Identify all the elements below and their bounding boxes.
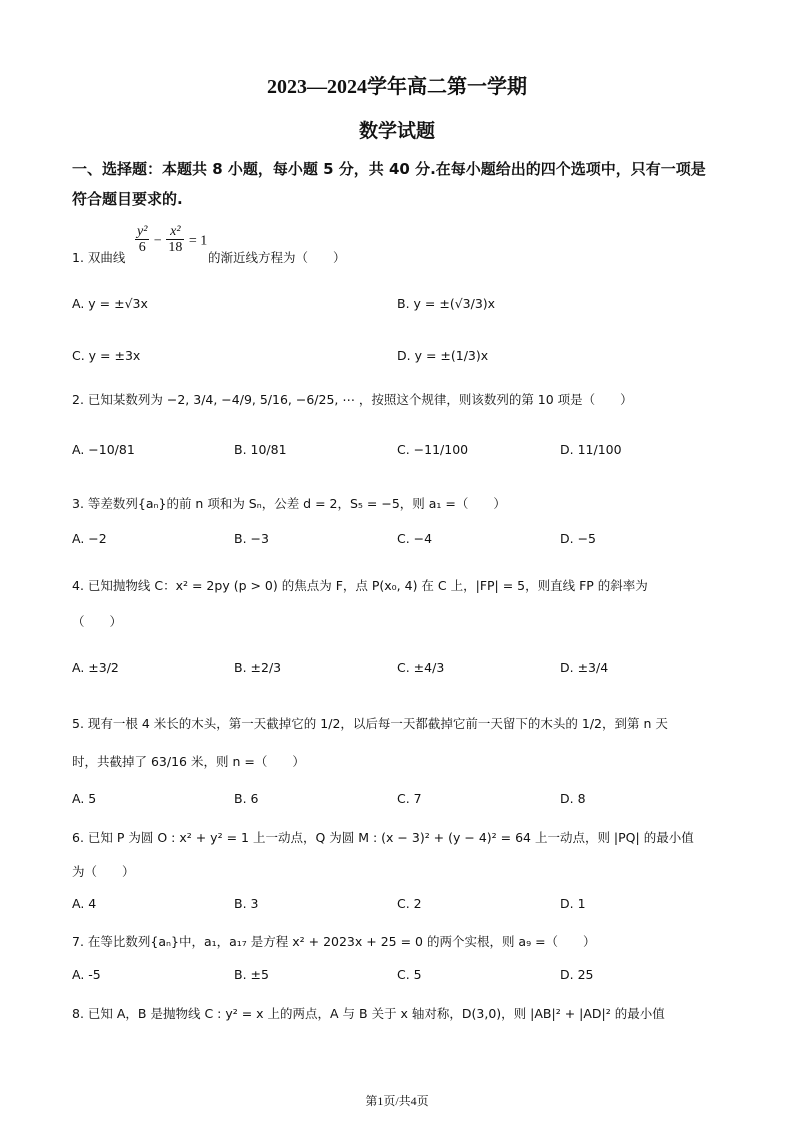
page-footer: 第1页/共4页	[365, 1094, 429, 1108]
q4-stem-line1: 4. 已知抛物线 C：x² = 2py (p > 0) 的焦点为 F，点 P(x₀, 4) 在 C 上，|FP| = 5，则直线 FP 的斜率为	[72, 578, 648, 593]
q3-stem: 3. 等差数列{aₙ}的前 n 项和为 Sₙ，公差 d = 2，S₅ = −5，则 a₁ =（ ）	[72, 496, 506, 511]
q6-option-c: C. 2	[397, 896, 422, 911]
q6-option-b: B. 3	[234, 896, 259, 911]
q7-option-a: A. -5	[72, 967, 101, 982]
q2-stem: 2. 已知某数列为 −2, 3/4, −4/9, 5/16, −6/25, ⋯ ，按照这个规律，则该数列的第 10 项是（ ）	[72, 392, 633, 407]
section-heading-line1: 一、选择题：本题共 8 小题，每小题 5 分，共 40 分.在每小题给出的四个选项中，只有一项是	[72, 160, 706, 178]
q5-option-c: C. 7	[397, 791, 422, 806]
q5-option-b: B. 6	[234, 791, 259, 806]
section-heading-line2: 符合题目要求的.	[72, 190, 183, 208]
q4-option-b: B. ±2/3	[234, 660, 282, 675]
q7-option-c: C. 5	[397, 967, 422, 982]
q1-prefix: 1. 双曲线	[72, 250, 126, 265]
q6-stem-line1: 6. 已知 P 为圆 O : x² + y² = 1 上一动点，Q 为圆 M : (x − 3)² + (y − 4)² = 64 上一动点，则 |PQ| 的最小值	[72, 830, 694, 845]
q5-option-a: A. 5	[72, 791, 97, 806]
q6-option-a: A. 4	[72, 896, 97, 911]
q7-stem: 7. 在等比数列{aₙ}中，a₁，a₁₇ 是方程 x² + 2023x + 25 = 0 的两个实根，则 a₉ =（ ）	[72, 934, 596, 949]
q7-option-b: B. ±5	[234, 967, 269, 982]
q7-option-d: D. 25	[560, 967, 594, 982]
q3-option-c: C. −4	[397, 531, 433, 546]
q4-option-a: A. ±3/2	[72, 660, 119, 675]
q1-option-c: C. y = ±3x	[72, 348, 141, 363]
q4-option-d: D. ±3/4	[560, 660, 609, 675]
q3-option-b: B. −3	[234, 531, 269, 546]
q2-option-a: A. −10/81	[72, 442, 135, 457]
q4-option-c: C. ±4/3	[397, 660, 445, 675]
q6-stem-line2: 为（ ）	[72, 864, 135, 879]
q3-option-d: D. −5	[560, 531, 596, 546]
q5-stem-line2: 时，共截掉了 63/16 米，则 n =（ ）	[72, 754, 305, 769]
q6-option-d: D. 1	[560, 896, 586, 911]
q1-suffix: 的渐近线方程为（ ）	[208, 250, 346, 265]
q2-option-d: D. 11/100	[560, 442, 622, 457]
q1-equation: $\frac{\text{y²}}{6}$ − $\frac{\text{x²}}{18}$ = 1	[137, 224, 208, 256]
q2-option-b: B. 10/81	[234, 442, 287, 457]
q4-stem-line2: （ ）	[72, 614, 123, 629]
q2-option-c: C. −11/100	[397, 442, 469, 457]
q3-option-a: A. −2	[72, 531, 107, 546]
q1-option-a: A. y = ±√3x	[72, 296, 148, 311]
q1-option-d: D. y = ±(1/3)x	[397, 348, 489, 363]
q1-option-b: B. y = ±(√3/3)x	[397, 296, 496, 311]
q8-stem: 8. 已知 A，B 是抛物线 C : y² = x 上的两点，A 与 B 关于 x 轴对称，D(3,0)，则 |AB|² + |AD|² 的最小值	[72, 1006, 665, 1021]
q5-option-d: D. 8	[560, 791, 586, 806]
q5-stem-line1: 5. 现有一根 4 米长的木头，第一天截掉它的 1/2，以后每一天都截掉它前一天留下的木头的 1/2，到第 n 天	[72, 716, 668, 731]
exam-title: 2023—2024学年高二第一学期	[267, 76, 527, 98]
exam-subtitle: 数学试题	[358, 121, 435, 142]
